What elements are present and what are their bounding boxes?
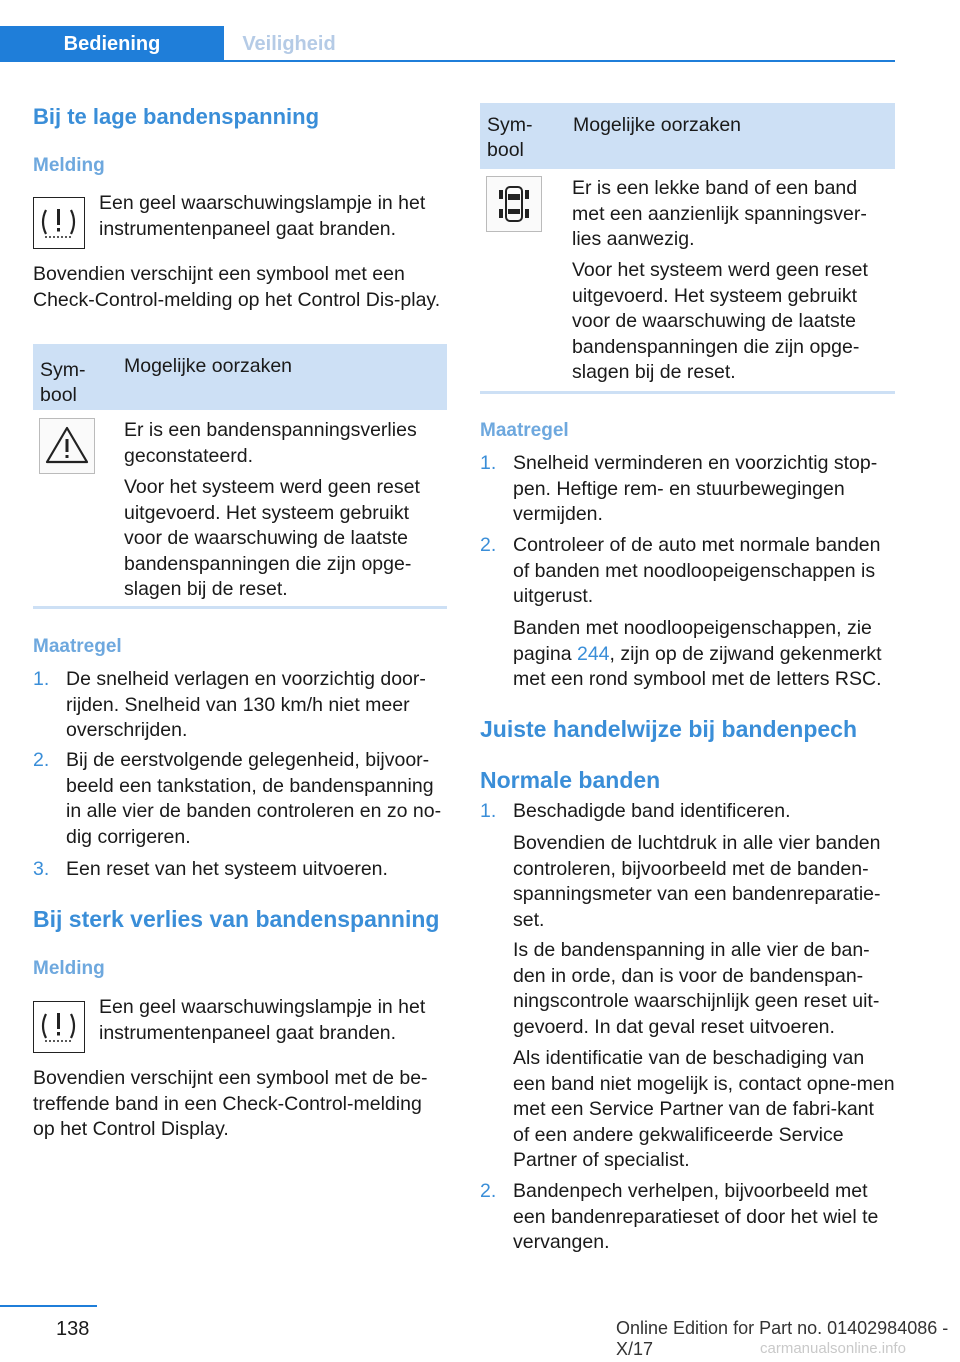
step-2-note [513,616,893,693]
heading-strong-loss: Bij sterk verlies van bandenspanning [33,906,440,932]
heading-melding-2: Melding [33,958,105,979]
step-text: Bandenpech verhelpen, bijvoorbeeld met een bandenreparatieset of door het wiel te vervangen. [513,1180,879,1253]
footer-rule [0,1305,97,1307]
header-bar [0,0,960,62]
table-left-cause-1: Er is een bandenspanningsverlies geconstateerd. [124,419,417,467]
heading-melding-1: Melding [33,155,105,176]
heading-low-pressure: Bij te lage bandenspanning [33,104,320,129]
step-text: Bij de eerstvolgende gelegenheid, bijvoor-beeld een tankstation, de bandenspanning in alle vier de banden controleren en zo no-dig corrigeren. [66,749,442,848]
step-number: 2. [480,534,497,556]
step-text: Een reset van het systeem uitvoeren. [66,858,388,880]
table-left-col-causes: Mogelijke oorzaken [124,355,293,377]
heading-flat-tire: Juiste handelwijze bij bandenpech [480,716,858,742]
table-right-col-symbol: Sym- bool [487,114,533,161]
page-link-244[interactable]: 244 [576,642,610,665]
step-2-note-a: Banden met noodloopeigenschappen, zie pagina [513,617,872,665]
step-number: 1. [480,452,497,474]
car-tire-icon [486,176,542,232]
table-right-cause-1: Er is een lekke band of een band met een aanzienlijk spanningsver-lies aanwezig. [572,177,867,250]
step-number: 1. [33,668,50,690]
paragraph-1: Bovendien verschijnt een symbool met een Check-Control-melding op het Control Dis-play. [33,263,441,311]
step-number: 3. [33,858,50,880]
tpms-warning-icon [33,197,85,249]
header-rule [224,60,895,62]
table-left-cause-2: Voor het systeem werd geen reset uitgevoerd. Het systeem gebruikt voor de waarschuwing de laatste bandenspanningen die zijn opge-slagen bij de reset. [124,476,420,600]
step-number: 1. [480,800,497,822]
step-text: Controleer of de auto met normale banden of banden met noodloopeigenschappen is uitgerust. [513,534,881,607]
step-text: De snelheid verlagen en voorzichtig door-rijden. Snelheid van 130 km/h niet meer overschrijden. [66,668,426,741]
table-left-header [33,344,447,410]
tab-bediening[interactable]: Bediening [0,26,224,62]
step-text: Beschadigde band identificeren. [513,800,791,822]
step-2-note-b: , zijn op de zijwand gekenmerkt met een rond symbool met de letters RSC. [513,642,882,690]
table-right-rule [480,391,895,394]
table-right-cause-2: Voor het systeem werd geen reset uitgevoerd. Het systeem gebruikt voor de waarschuwing de laatste bandenspanningen die zijn opge-slagen bij de reset. [572,259,868,383]
step-text: Snelheid verminderen en voorzichtig stop-pen. Heftige rem- en stuurbewegingen vermijden. [513,452,878,525]
step-1-note-3: Als identificatie van de beschadiging van een band niet mogelijk is, contact opne-men met een Service Partner van de fabri-kant of een andere gekwalificeerde Service Partner of specialist. [513,1047,895,1171]
tab-veiligheid[interactable]: Veiligheid [242,33,336,55]
page-number: 138 [56,1318,90,1340]
table-left-rule [33,606,447,609]
heading-maatregel-left: Maatregel [33,636,122,657]
watermark: carmanualsonline.info [760,1340,906,1357]
edition-text: Online Edition for Part no. 01402984086 - X/17 [616,1318,949,1359]
step-number: 2. [33,749,50,771]
melding-2-text: Een geel waarschuwingslampje in het instrumentenpaneel gaat branden. [99,996,426,1044]
step-1-note-2: Is de bandenspanning in alle vier de ban-den in orde, dan is voor de bandenspan-ningscontrole waarschijnlijk geen reset uit-gevoerd. In dat geval reset uitvoeren. [513,939,880,1038]
table-right-col-causes: Mogelijke oorzaken [573,114,742,136]
table-left-col-symbol: Sym- bool [40,359,86,406]
heading-normal-tires: Normale banden [480,767,661,793]
warning-triangle-icon [39,418,95,474]
step-number: 2. [480,1180,497,1202]
heading-maatregel-right: Maatregel [480,420,569,441]
melding-1-text: Een geel waarschuwingslampje in het instrumentenpaneel gaat branden. [99,192,426,240]
paragraph-2: Bovendien verschijnt een symbool met de be-treffende band in een Check-Control-melding op het Control Display. [33,1067,428,1140]
table-right-header [480,103,895,169]
tpms-warning-icon [33,1001,85,1053]
step-1-note-1: Bovendien de luchtdruk in alle vier banden controleren, bijvoorbeeld met de banden-spanningsmeter van een bandenreparatie-set. [513,832,881,931]
